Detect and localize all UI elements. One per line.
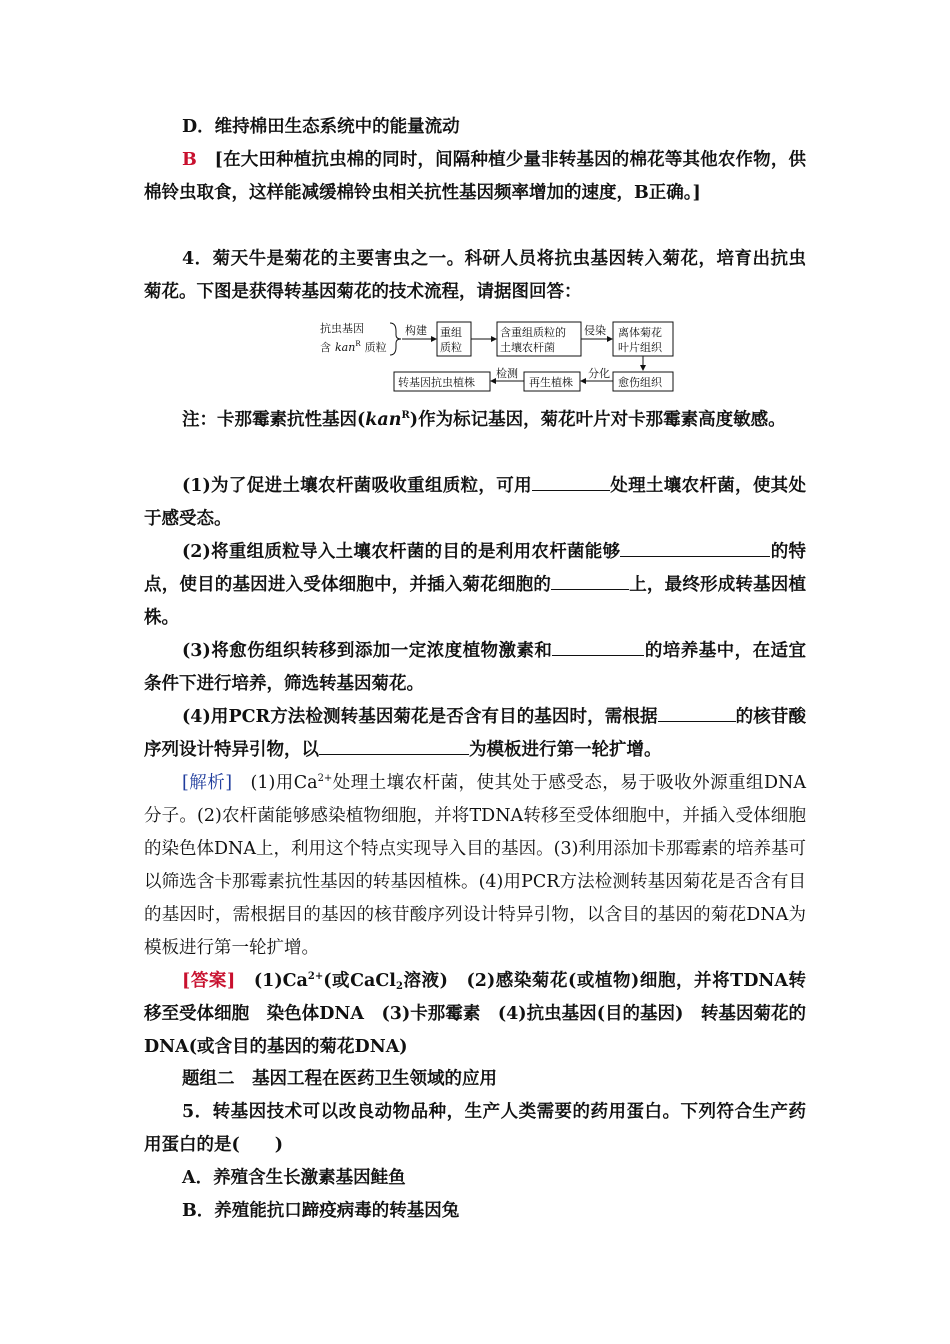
box-regen-label: 再生植株 (529, 376, 573, 389)
box-trans-label: 转基因抗虫植株 (398, 376, 475, 389)
plasmid-label (320, 340, 387, 354)
answer-blank-4[interactable] (552, 654, 644, 656)
analysis-tag: [解析] (182, 773, 233, 793)
kan-text: kan (335, 341, 356, 354)
q4-sub1: (1)为了促进土壤农杆菌吸收重组质粒，可用 处理土壤农杆菌，使其处于感受态。 (144, 476, 806, 529)
answer-blank-2[interactable] (620, 555, 770, 557)
plasmid-prefix: 含 (320, 341, 331, 354)
box-leaf-line2: 叶片组织 (618, 341, 662, 354)
q5-option-b: B．养殖能抗口蹄疫病毒的转基因兔 (182, 1201, 460, 1221)
q5-stem: 5．转基因技术可以改良动物品种，生产人类需要的药用蛋白。下列符合生产药用蛋白的是( ) (144, 1102, 806, 1155)
box-agro-line2: 土壤农杆菌 (500, 341, 555, 354)
q4-sub4: (4)用PCR方法检测转基因菊花是否含有目的基因时，需根据 的核苷酸序列设计特异引物，以 为模板进行第一轮扩增。 (144, 707, 806, 760)
flowchart-diagram (316, 315, 686, 397)
answer-blank-6[interactable] (319, 753, 469, 755)
answer-blank-5[interactable] (658, 720, 736, 722)
box-leaf-line1: 离体菊花 (618, 326, 662, 339)
answer-blank-1[interactable] (532, 489, 610, 491)
brace-shape (390, 323, 401, 355)
q3-answer-explanation (144, 144, 806, 210)
gene-label: 抗虫基因 (320, 322, 364, 335)
q4-sub3: (3)将愈伤组织转移到添加一定浓度植物激素和 的培养基中，在适宜条件下进行培养，筛选转基因菊花。 (144, 641, 806, 694)
arrow-infect-label: 侵染 (584, 324, 606, 337)
explanation-text: [在大田种植抗虫棉的同时，间隔种植少量非转基因的棉花等其他农作物，供棉铃虫取食，这样能减缓棉铃虫相关抗性基因频率增加的速度，B正确。] (144, 150, 807, 203)
option-d: D．维持棉田生态系统中的能量流动 (182, 117, 460, 137)
q4-stem: 4．菊天牛是菊花的主要害虫之一。科研人员将抗虫基因转入菊花，培育出抗虫菊花。下图是获得转基因菊花的技术流程，请据图回答： (144, 249, 806, 302)
box-recombinant-line1: 重组 (440, 326, 462, 339)
answer-blank-3[interactable] (551, 588, 629, 590)
plasmid-suffix: 质粒 (364, 341, 387, 354)
arrow-detect-label: 检测 (496, 367, 518, 380)
box-callus-label: 愈伤组织 (618, 376, 662, 389)
q4-sub2: (2)将重组质粒导入土壤农杆菌的目的是利用农杆菌能够 的特点，使目的基因进入受体细胞中，并插入菊花细胞的 上，最终形成转基因植株。 (144, 542, 807, 628)
group2-title: 题组二 基因工程在医药卫生领域的应用 (182, 1069, 497, 1089)
box-recombinant-line2: 质粒 (440, 341, 462, 354)
arrow-build-label: 构建 (405, 324, 427, 337)
q4-note: 注：卡那霉素抗性基因(kan$^R$)作为标记基因，菊花叶片对卡那霉素高度敏感。 (182, 410, 786, 430)
analysis-section: [解析] (1)用$Ca^{2+}$处理土壤农杆菌，使其处于感受态，易于吸收外源重组DNA分子。(2)农杆菌能够感染植物细胞，并将TDNA转移至受体细胞中，并插入受体细胞的染色体DNA上，利用这个特点实现导入目的基因。(3)利用添加卡那霉素的培养基可以筛选含卡那霉素抗性基因的转基因植株。(4)用PCR方法检测转基因菊花是否含有目的基因时，需根据目的基因的核苷酸序列设计特异引物，以含目的基因的菊花DNA为模板进行第一轮扩增。 (144, 773, 806, 958)
q5-option-a: A．养殖含生长激素基因鲑鱼 (182, 1168, 406, 1188)
answer-tag: [答案] (182, 971, 236, 991)
kan-sup: R (355, 340, 361, 348)
box-agro-line1: 含重组质粒的 (500, 326, 566, 339)
arrow-diff-label: 分化 (588, 367, 610, 380)
answer-letter: B (182, 150, 197, 170)
answer-section: [答案] $(1)Ca^{2+}$(或CaCl$_2$溶液) (2)感染菊花(或植物)细胞，并将TDNA转移至受体细胞 染色体DNA (3)卡那霉素 (4)抗虫基因(目的基因) 转基因菊花的DNA(或含目的基因的菊花DNA) (144, 971, 807, 1057)
